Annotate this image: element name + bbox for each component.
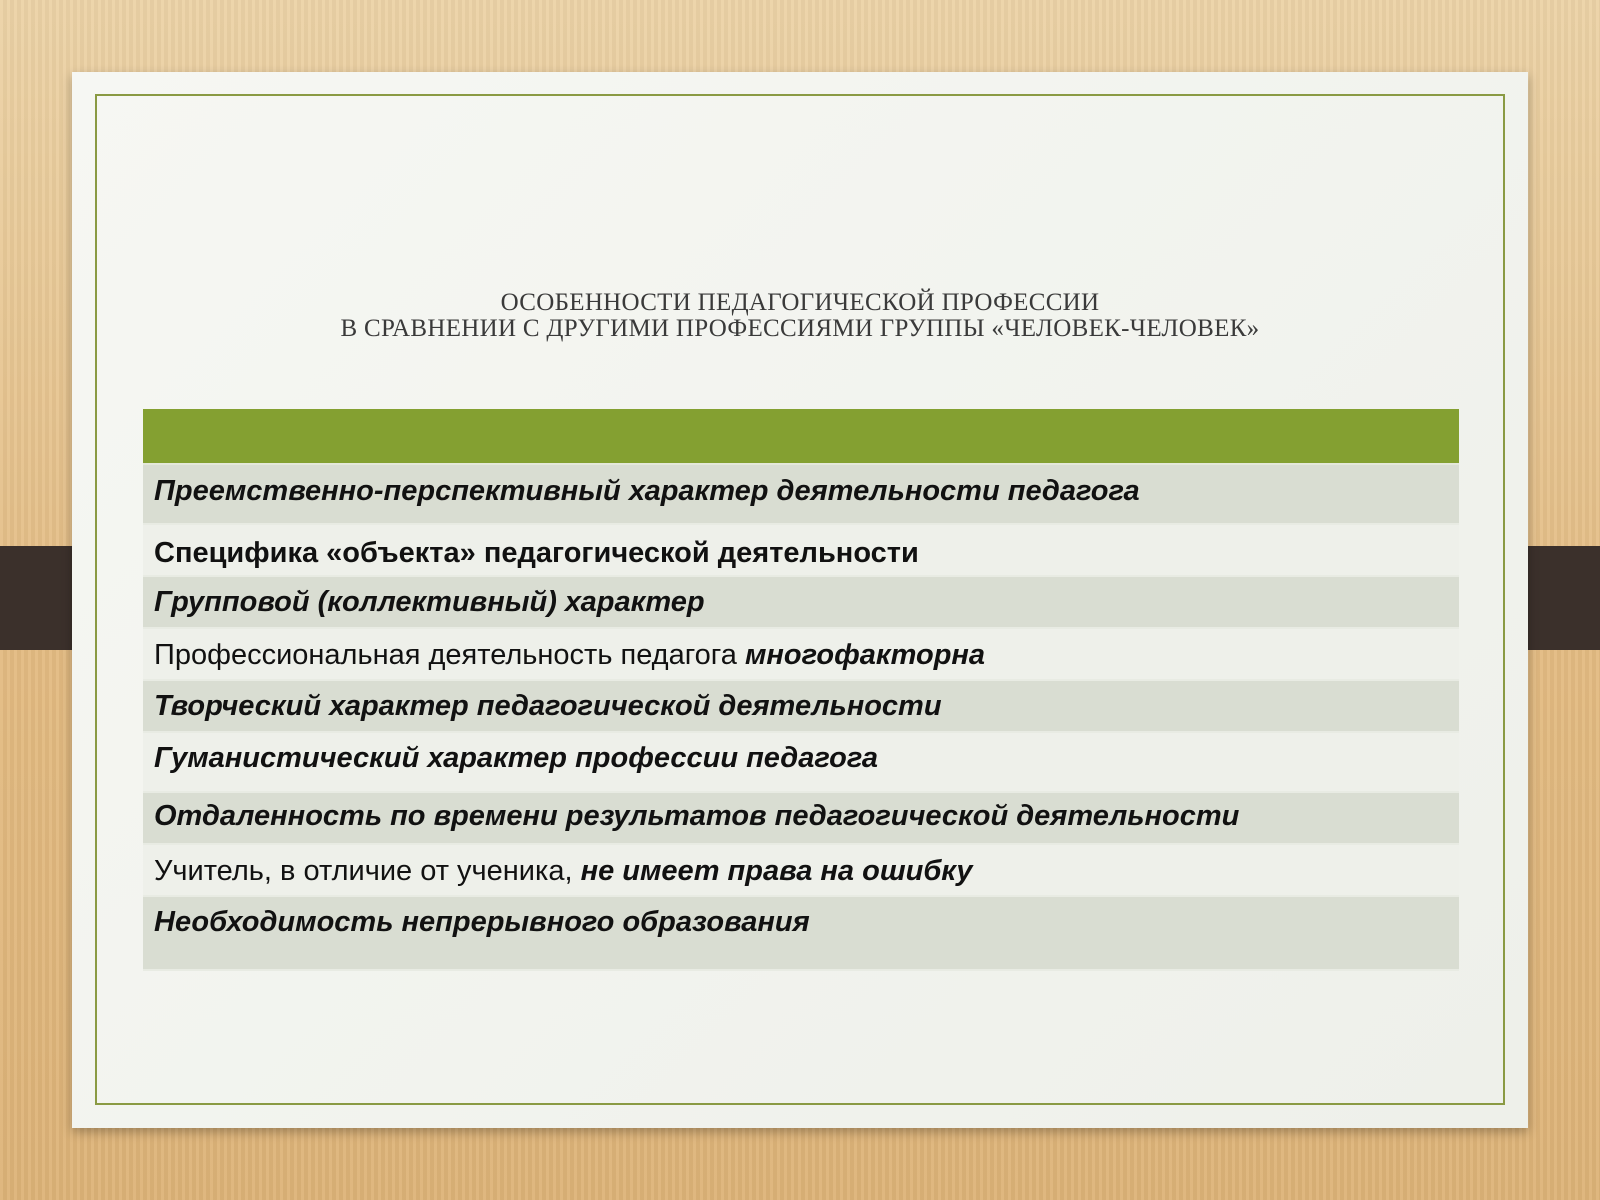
- row-text-plain: Учитель, в отличие от ученика,: [154, 855, 581, 887]
- row-text-emphasis: Групповой (коллективный) характер: [154, 586, 705, 618]
- table-row: [143, 793, 1459, 845]
- title-line-1: ОСОБЕННОСТИ ПЕДАГОГИЧЕСКОЙ ПРОФЕССИИ: [500, 289, 1100, 316]
- table-header-bar: [143, 409, 1459, 465]
- features-table: [143, 409, 1459, 971]
- table-row: [143, 845, 1459, 897]
- title-line-2: В СРАВНЕНИИ С ДРУГИМИ ПРОФЕССИЯМИ ГРУППЫ «ЧЕЛОВЕК-ЧЕЛОВЕК»: [340, 315, 1260, 342]
- table-row: [143, 629, 1459, 681]
- table-row: [143, 681, 1459, 733]
- table-row: [143, 577, 1459, 629]
- table-row: [143, 897, 1459, 971]
- row-text-emphasis: Специфика «объекта» педагогической деятельности: [154, 537, 919, 569]
- row-text-emphasis: Необходимость непрерывного образования: [154, 906, 810, 938]
- slide-title: [72, 290, 1528, 342]
- row-text-emphasis: многофакторна: [744, 639, 986, 671]
- slide: [72, 72, 1528, 1128]
- row-text-emphasis: Гуманистический характер профессии педагога: [154, 742, 879, 774]
- row-text-emphasis: не имеет права на ошибку: [580, 855, 973, 887]
- table-row: [143, 465, 1459, 525]
- row-text-plain: Профессиональная деятельность педагога: [154, 639, 745, 671]
- row-text-emphasis: Преемственно-перспективный характер деятельности педагога: [154, 475, 1140, 507]
- row-text-emphasis: Отдаленность по времени результатов педагогической деятельности: [154, 800, 1240, 832]
- table-row: [143, 733, 1459, 793]
- table-row: [143, 525, 1459, 577]
- row-text-emphasis: Творческий характер педагогической деятельности: [154, 690, 942, 722]
